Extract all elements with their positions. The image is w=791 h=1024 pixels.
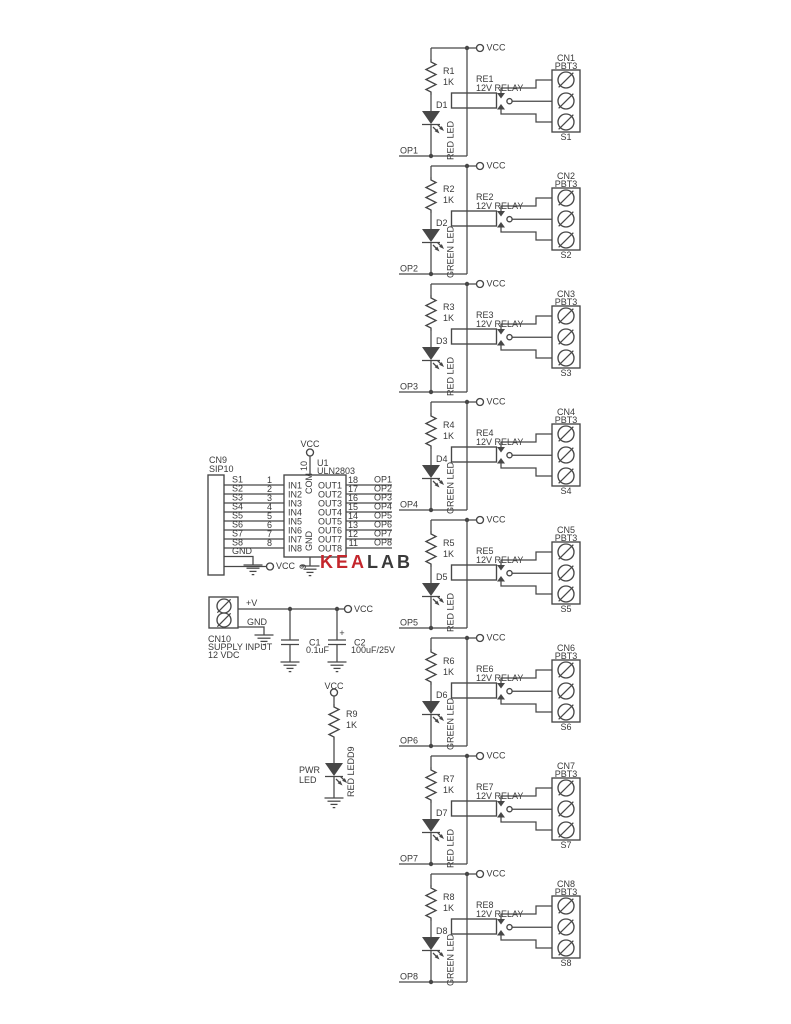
screw-slot	[559, 191, 574, 206]
ic-input-pin-name: IN5	[288, 516, 303, 527]
screw-slot	[559, 448, 574, 463]
connector-ref-label: CN8	[556, 879, 576, 889]
relay-contact	[497, 93, 505, 99]
relay-contact	[497, 801, 505, 807]
led-symbol	[325, 763, 343, 776]
resistor-symbol	[426, 295, 436, 331]
led-symbol	[422, 465, 440, 478]
connector-ref-label: CN7	[556, 761, 576, 771]
wire	[501, 582, 552, 595]
relay-contact	[497, 576, 505, 582]
ic-output-pin-name: OUT2	[317, 489, 342, 500]
connector-type-label: PBT3	[554, 415, 578, 425]
relay-channel-7	[399, 751, 580, 869]
connector-ref-label: CN2	[556, 171, 576, 181]
resistor-symbol	[426, 177, 436, 213]
relay-coil	[452, 565, 497, 580]
relay-contact-pole	[507, 453, 512, 458]
wire	[501, 228, 552, 241]
pin-number: 18	[347, 475, 358, 485]
vcc-label: VCC	[486, 514, 506, 525]
vcc-terminal-icon	[477, 517, 484, 524]
output-net-label: OP5	[374, 510, 393, 521]
vcc-terminal-icon	[477, 753, 484, 760]
led-symbol	[422, 937, 440, 950]
pin-number: 4	[266, 502, 272, 512]
connector-ref-label: CN6	[556, 643, 576, 653]
output-net-label: OP4	[374, 501, 393, 512]
resistor-symbol	[426, 413, 436, 449]
relay-contact	[497, 104, 505, 110]
connector-signal-label: S7	[560, 840, 572, 850]
ic-output-pin-name: OUT5	[317, 516, 342, 527]
screw-slot	[559, 566, 574, 581]
screw-slot	[559, 920, 574, 935]
wire	[501, 936, 552, 949]
cn10-ref-label: CN10	[208, 634, 232, 644]
connector-signal-label: S3	[560, 368, 572, 378]
vcc-label: VCC	[486, 278, 506, 289]
led-color-label: GREEN LED	[445, 697, 456, 750]
relay-type-label: 12V RELAY	[476, 673, 524, 683]
wire	[501, 346, 552, 359]
screw-slot	[559, 802, 574, 817]
led-symbol	[422, 347, 440, 360]
resistor-ref-label: R6	[443, 656, 455, 666]
resistor-symbol	[426, 767, 436, 803]
vcc-label: VCC	[486, 632, 506, 643]
screw-slot	[559, 545, 574, 560]
relay-contact	[497, 694, 505, 700]
connector-signal-label: S1	[560, 132, 572, 142]
vcc-label: VCC	[486, 750, 506, 761]
connector-type-label: PBT3	[554, 769, 578, 779]
resistor-value-label: 1K	[443, 431, 455, 441]
ic-input-pin-name: IN7	[288, 534, 303, 545]
ic-input-pin-name: IN6	[288, 525, 303, 536]
pin-number: 16	[347, 493, 358, 503]
vcc-terminal-icon	[477, 45, 484, 52]
pin-number: 11	[348, 538, 358, 548]
supply-rating-label: 12 VDC	[208, 650, 240, 660]
signal-label: S1	[232, 474, 244, 485]
vcc-terminal-icon	[477, 399, 484, 406]
relay-coil	[452, 447, 497, 462]
cn9-type-label: SIP10	[209, 464, 234, 474]
c2-polarity-sign: +	[339, 628, 345, 638]
ic-gnd-pin-label: GND	[304, 531, 314, 551]
connector-type-label: PBT3	[554, 651, 578, 661]
vcc-terminal-icon	[477, 635, 484, 642]
relay-contact	[497, 812, 505, 818]
relay-contact-pole	[507, 571, 512, 576]
ic-input-pin-name: IN3	[288, 498, 303, 509]
supply-name-label: SUPPLY INPUT	[208, 642, 273, 652]
wire	[501, 464, 552, 477]
c1-value-label: 0.1uF	[306, 645, 330, 655]
resistor-symbol	[329, 704, 339, 740]
wire	[501, 110, 552, 123]
screw-slot	[559, 309, 574, 324]
connector-type-label: PBT3	[554, 887, 578, 897]
led-color-label: GREEN LED	[445, 461, 456, 514]
output-net-label: OP2	[374, 483, 393, 494]
led-ref-label: D5	[436, 572, 448, 582]
pin-number: 8	[266, 538, 272, 548]
led-color-label: RED LED	[445, 592, 456, 632]
relay-contact	[497, 683, 505, 689]
relay-contact-pole	[507, 689, 512, 694]
resistor-symbol	[426, 531, 436, 567]
pin-number: 13	[347, 520, 358, 530]
ic-input-pin-name: IN1	[288, 480, 303, 491]
led-symbol	[422, 229, 440, 242]
op-net-label: OP8	[400, 971, 419, 982]
resistor-ref-label: R2	[443, 184, 455, 194]
relay-contact	[497, 222, 505, 228]
c2-value-label: 100uF/25V	[351, 645, 396, 655]
op-net-label: OP1	[400, 145, 419, 156]
logo-lab: LAB	[367, 552, 414, 572]
ic-output-pin-name: OUT8	[317, 543, 342, 554]
output-net-label: OP8	[374, 537, 393, 548]
connector-signal-label: S8	[560, 958, 572, 968]
pin-number: 3	[266, 493, 272, 503]
vcc-label: VCC	[486, 160, 506, 171]
resistor-symbol	[426, 59, 436, 95]
pin-number: 12	[347, 529, 358, 539]
vcc-label: VCC	[486, 396, 506, 407]
relay-channel-1	[399, 43, 580, 161]
led-ref-label: D2	[436, 218, 448, 228]
cn9-ref-label: CN9	[209, 455, 228, 465]
led-ref-label: D1	[436, 100, 448, 110]
screw-slot	[559, 899, 574, 914]
cn9-vcc-label: VCC	[276, 561, 296, 571]
relay-type-label: 12V RELAY	[476, 83, 524, 93]
led-symbol	[422, 111, 440, 124]
led-ref-label: D8	[436, 926, 448, 936]
relay-coil	[452, 329, 497, 344]
op-net-label: OP5	[400, 617, 419, 628]
signal-label: S6	[232, 519, 244, 530]
screw-slot	[559, 73, 574, 88]
screw-slot	[559, 663, 574, 678]
relay-coil	[452, 93, 497, 108]
output-net-label: OP6	[374, 519, 393, 530]
screw-slot	[559, 427, 574, 442]
relay-contact-pole	[507, 335, 512, 340]
led-symbol	[422, 819, 440, 832]
resistor-value-label: 1K	[443, 313, 455, 323]
led-ref-label: D6	[436, 690, 448, 700]
sip-header-box	[208, 475, 224, 575]
screw-slot	[559, 705, 574, 720]
pin-number: 15	[347, 502, 358, 512]
relay-contact-pole	[507, 807, 512, 812]
connector-signal-label: S6	[560, 722, 572, 732]
relay-contact-pole	[507, 925, 512, 930]
relay-type-label: 12V RELAY	[476, 319, 524, 329]
led-color-label: GREEN LED	[445, 933, 456, 986]
pwr-led-label-1: PWR	[299, 765, 320, 775]
relay-contact	[497, 930, 505, 936]
screw-slot	[559, 781, 574, 796]
relay-contact	[497, 565, 505, 571]
resistor-ref-label: R5	[443, 538, 455, 548]
signal-label: S8	[232, 537, 244, 548]
connector-ref-label: CN5	[556, 525, 576, 535]
led-ref-label: D4	[436, 454, 448, 464]
screw-slot	[559, 212, 574, 227]
pwr-vcc-label: VCC	[324, 681, 344, 691]
relay-type-label: 12V RELAY	[476, 555, 524, 565]
pin-number: 17	[347, 484, 358, 494]
logo-kea: KEA	[320, 552, 368, 572]
relay-coil	[452, 801, 497, 816]
op-net-label: OP3	[400, 381, 419, 392]
resistor-ref-label: R7	[443, 774, 455, 784]
signal-label: S2	[232, 483, 244, 494]
relay-ref-label: RE1	[476, 74, 494, 84]
vcc-label: VCC	[486, 868, 506, 879]
resistor-value-label: 1K	[443, 549, 455, 559]
screw-slot	[559, 469, 574, 484]
supply-plus-label: +V	[246, 598, 258, 608]
pin-number: 5	[266, 511, 272, 521]
relay-ref-label: RE7	[476, 782, 494, 792]
relay-type-label: 12V RELAY	[476, 791, 524, 801]
ic-input-pin-name: IN2	[288, 489, 303, 500]
connector-ref-label: CN3	[556, 289, 576, 299]
pwr-led-label-2: LED	[299, 775, 317, 785]
power-led-section	[325, 689, 348, 808]
vcc-terminal-icon	[345, 606, 352, 613]
relay-channel-2	[399, 161, 580, 279]
relay-contact	[497, 211, 505, 217]
wire	[501, 818, 552, 831]
wire	[501, 700, 552, 713]
gnd-wire	[238, 627, 264, 635]
ic-vcc-label: VCC	[300, 439, 320, 449]
kealab-logo	[320, 552, 413, 572]
ic-part-label: ULN2803	[317, 466, 356, 476]
signal-label: S3	[232, 492, 244, 503]
relay-contact	[497, 447, 505, 453]
ic-com-pin-label: COM	[304, 473, 314, 494]
ic-output-pin-name: OUT6	[317, 525, 342, 536]
led-symbol	[422, 583, 440, 596]
signal-label: S4	[232, 501, 244, 512]
resistor-value-label: 1K	[443, 77, 455, 87]
relay-type-label: 12V RELAY	[476, 437, 524, 447]
output-net-label: OP3	[374, 492, 393, 503]
resistor-ref-label: R3	[443, 302, 455, 312]
op-net-label: OP6	[400, 735, 419, 746]
ic-output-pin-name: OUT3	[317, 498, 342, 509]
relay-contact	[497, 919, 505, 925]
supply-gnd-label: GND	[247, 617, 267, 627]
resistor-symbol	[426, 649, 436, 685]
screw-slot	[559, 351, 574, 366]
led-ref-label: D3	[436, 336, 448, 346]
pin-number: 7	[266, 529, 272, 539]
relay-channel-4	[399, 397, 580, 515]
signal-label: S5	[232, 510, 244, 521]
gnd-wire	[224, 557, 253, 566]
ic-input-pin-name: IN4	[288, 507, 303, 518]
relay-contact	[497, 329, 505, 335]
ic-pin10-number: 10	[299, 460, 309, 471]
resistor-value-label: 1K	[443, 667, 455, 677]
connector-type-label: PBT3	[554, 297, 578, 307]
vcc-terminal-icon	[477, 871, 484, 878]
relay-contact	[497, 458, 505, 464]
vcc-terminal-icon	[477, 163, 484, 170]
relay-ref-label: RE5	[476, 546, 494, 556]
relay-contact-pole	[507, 217, 512, 222]
vcc-label: VCC	[486, 42, 506, 53]
r9-value-label: 1K	[346, 720, 358, 730]
op-net-label: OP7	[400, 853, 419, 864]
connector-signal-label: S2	[560, 250, 572, 260]
relay-ref-label: RE8	[476, 900, 494, 910]
vcc-terminal-icon	[267, 563, 274, 570]
connector-type-label: PBT3	[554, 179, 578, 189]
pin-number: 14	[347, 511, 358, 521]
resistor-value-label: 1K	[443, 785, 455, 795]
signal-label: S7	[232, 528, 244, 539]
vcc-terminal-icon	[307, 449, 314, 456]
relay-channel-5	[399, 515, 580, 633]
relay-coil	[452, 683, 497, 698]
led-color-label: RED LED	[445, 828, 456, 868]
connector-type-label: PBT3	[554, 533, 578, 543]
led-color-label: GREEN LED	[445, 225, 456, 278]
relay-coil	[452, 211, 497, 226]
d9-color-label: RED LED	[346, 757, 356, 797]
relay-type-label: 12V RELAY	[476, 201, 524, 211]
screw-slot	[559, 587, 574, 602]
resistor-value-label: 1K	[443, 195, 455, 205]
relay-channel-8	[399, 869, 580, 987]
resistor-ref-label: R1	[443, 66, 455, 76]
screw-slot	[559, 330, 574, 345]
relay-channel-6	[399, 633, 580, 751]
op-net-label: OP2	[400, 263, 419, 274]
resistor-ref-label: R4	[443, 420, 455, 430]
resistor-symbol	[426, 885, 436, 921]
supply-vcc-label: VCC	[354, 604, 374, 614]
connector-signal-label: S5	[560, 604, 572, 614]
led-symbol	[422, 701, 440, 714]
pin-number: 1	[266, 475, 272, 485]
relay-ref-label: RE2	[476, 192, 494, 202]
connector-ref-label: CN4	[556, 407, 576, 417]
ic-output-pin-name: OUT7	[317, 534, 342, 545]
screw-slot	[559, 94, 574, 109]
relay-type-label: 12V RELAY	[476, 909, 524, 919]
resistor-value-label: 1K	[443, 903, 455, 913]
connector-signal-label: S4	[560, 486, 572, 496]
led-color-label: RED LED	[445, 356, 456, 396]
led-ref-label: D7	[436, 808, 448, 818]
ic-input-pin-name: IN8	[288, 543, 303, 554]
resistor-ref-label: R8	[443, 892, 455, 902]
relay-contact	[497, 340, 505, 346]
connector-ref-label: CN1	[556, 53, 576, 63]
cn9-gnd-label: GND	[232, 546, 252, 556]
relay-ref-label: RE3	[476, 310, 494, 320]
connector-type-label: PBT3	[554, 61, 578, 71]
screw-slot	[559, 941, 574, 956]
relay-channel-3	[399, 279, 580, 397]
screw-slot	[559, 684, 574, 699]
relay-ref-label: RE4	[476, 428, 494, 438]
ic-pin9-number: 9	[298, 563, 308, 569]
c2-ref-label: C2	[354, 637, 366, 648]
led-color-label: RED LED	[445, 120, 456, 160]
screw-slot	[559, 115, 574, 130]
relay-contact-pole	[507, 99, 512, 104]
ic-output-pin-name: OUT4	[317, 507, 342, 518]
schematic-graphics	[208, 43, 580, 987]
relay-ref-label: RE6	[476, 664, 494, 674]
ic-output-pin-name: OUT1	[317, 480, 342, 491]
d9-ref-label: D9	[346, 746, 356, 758]
screw-slot	[559, 823, 574, 838]
vcc-terminal-icon	[477, 281, 484, 288]
pin-number: 6	[266, 520, 272, 530]
r9-ref-label: R9	[346, 709, 358, 719]
relay-coil	[452, 919, 497, 934]
output-net-label: OP7	[374, 528, 393, 539]
ic-ref-label: U1	[317, 458, 329, 468]
screw-slot	[559, 233, 574, 248]
output-net-label: OP1	[374, 474, 393, 485]
c1-ref-label: C1	[309, 637, 321, 648]
pin-number: 2	[266, 484, 272, 494]
op-net-label: OP4	[400, 499, 419, 510]
